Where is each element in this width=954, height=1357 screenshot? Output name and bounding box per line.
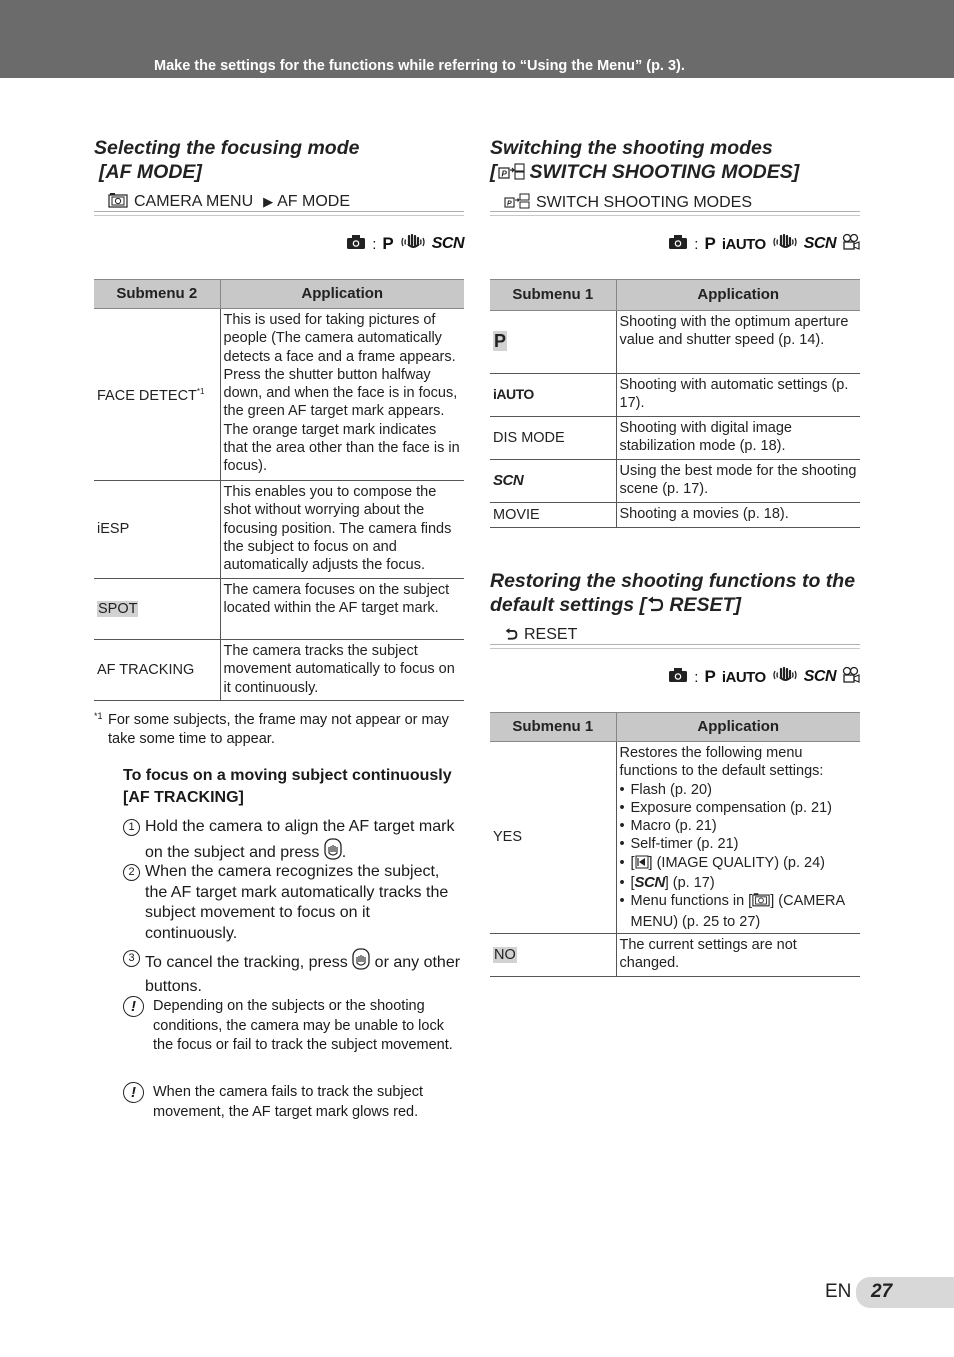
af-mode-title: Selecting the focusing mode [AF MODE] <box>94 137 360 183</box>
table-row: P Shooting with the optimum aperture value and shutter speed (p. 14). <box>490 311 860 374</box>
language-label: EN <box>825 1281 852 1302</box>
switch-modes-table <box>490 279 860 528</box>
col-header-application: Application <box>616 713 860 742</box>
switch-modes-icon <box>497 162 525 186</box>
submenu-yes: YES <box>490 742 616 934</box>
step-1: 1 Hold the camera to align the AF target mark on the subject and press . <box>123 817 463 866</box>
dis-mode-icon <box>400 233 426 255</box>
table-row: FACE DETECT$^{*1}$ This is used for taking pictures of people (The camera automatically detects a face and a frame appears. Press the shutter button halfway down, and when the face is in focus, the green AF target mark appears. The orange target mark indicates that the area other than the face is in focus). <box>94 309 464 481</box>
reset-available-modes: : P iAUTO SCN <box>668 666 860 688</box>
table-row: DIS MODE Shooting with digital image stabilization mode (p. 18). <box>490 417 860 460</box>
submenu-movie: MOVIE <box>490 503 616 528</box>
reset-title: Restoring the shooting functions to the default settings [ RESET] <box>490 569 860 619</box>
table-row: NO The current settings are not changed. <box>490 933 860 976</box>
submenu-face-detect: FACE DETECT$^{*1}$ <box>94 309 220 481</box>
ok-button-icon <box>352 948 370 977</box>
movie-icon <box>842 666 860 688</box>
switch-modes-available-modes: : P iAUTO SCN <box>668 233 860 255</box>
caution-note-2: ! When the camera fails to track the subject movement, the AF target mark glows red. <box>123 1083 463 1122</box>
col-header-submenu: Submenu 2 <box>94 280 220 309</box>
page-number: 27 <box>871 1281 893 1302</box>
submenu-iesp: iESP <box>94 481 220 579</box>
list-item: • [ ] (IMAGE QUALITY) (p. 24) <box>620 854 858 874</box>
dis-mode-icon <box>772 666 798 688</box>
table-row: iESP This enables you to compose the shot without worrying about the focusing position. The camera finds the subject to focus on and automatically adjusts the focus. <box>94 481 464 579</box>
movie-icon <box>842 233 860 255</box>
af-mode-menu-path: CAMERA MENU ▶ AF MODE <box>94 193 464 212</box>
af-mode-table <box>94 279 464 701</box>
list-item: • [SCN] (p. 17) <box>620 874 858 892</box>
list-item: • Macro (p. 21) <box>620 817 858 835</box>
caution-icon: ! <box>123 1082 144 1103</box>
camera-icon <box>346 234 366 254</box>
af-tracking-heading: To focus on a moving subject continuously [AF TRACKING] <box>123 767 452 806</box>
switch-modes-menu-path: P SWITCH SHOOTING MODES <box>490 193 860 212</box>
step-2: 2 When the camera recognizes the subject, the AF target mark automatically tracks the subject movement to focus on it continuously. <box>123 862 463 944</box>
submenu-af-tracking: AF TRACKING <box>94 640 220 701</box>
submenu-scn: SCN <box>490 460 616 503</box>
reset-icon <box>504 627 518 646</box>
switch-modes-icon <box>504 193 530 214</box>
col-header-application: Application <box>616 280 860 311</box>
svg-text:P: P <box>507 200 512 208</box>
table-row: SPOT The camera focuses on the subject located within the AF target mark. <box>94 579 464 640</box>
camera-icon <box>668 667 688 687</box>
submenu-no: NO <box>490 933 616 976</box>
table-row: SCN Using the best mode for the shooting scene (p. 17). <box>490 460 860 503</box>
caution-icon: ! <box>123 996 144 1017</box>
image-quality-icon <box>635 855 649 874</box>
camera-icon <box>668 234 688 254</box>
svg-text:P: P <box>501 169 507 179</box>
table-row: MOVIE Shooting a movies (p. 18). <box>490 503 860 528</box>
submenu-iauto: iAUTO <box>490 374 616 417</box>
camera-menu-icon <box>752 893 770 912</box>
table-row: YES Restores the following menu functions to the default settings: • Flash (p. 20) • Exposure compensation (p. 21) • Macro (p. 21) • Self-timer (p. 21) • [ ] (IMAGE QUALITY) (p. 24) • [SCN] (p. 17) • Menu functions in [ ] (CAMERA MENU) (p. 25 to 27) <box>490 742 860 934</box>
list-item: • Self-timer (p. 21) <box>620 835 858 853</box>
arrow-right-icon: ▶ <box>263 194 274 209</box>
list-item: • Flash (p. 20) <box>620 781 858 799</box>
reset-icon <box>646 595 664 619</box>
col-header-submenu: Submenu 1 <box>490 280 616 311</box>
reset-table <box>490 712 860 977</box>
header-instruction: Make the settings for the functions while referring to “Using the Menu” (p. 3). <box>154 58 685 74</box>
caution-note-1: ! Depending on the subjects or the shooting conditions, the camera may be unable to lock the focus or fail to track the subject movement. <box>123 997 463 1056</box>
step-3: 3 To cancel the tracking, press or any other buttons. <box>123 948 463 997</box>
col-header-submenu: Submenu 1 <box>490 713 616 742</box>
list-item: • Menu functions in [ ] (CAMERA MENU) (p. 25 to 27) <box>620 892 858 931</box>
submenu-spot: SPOT <box>94 579 220 640</box>
table-row: iAUTO Shooting with automatic settings (p. 17). <box>490 374 860 417</box>
submenu-dis-mode: DIS MODE <box>490 417 616 460</box>
table-row: AF TRACKING The camera tracks the subject movement automatically to focus on it continuously. <box>94 640 464 701</box>
reset-items-list <box>620 781 858 931</box>
col-header-application: Application <box>220 280 464 309</box>
switch-modes-title: Switching the shooting modes [ P SWITCH SHOOTING MODES] <box>490 136 860 186</box>
list-item: • Exposure compensation (p. 21) <box>620 799 858 817</box>
submenu-program: P <box>490 311 616 374</box>
reset-menu-path: RESET <box>490 626 860 645</box>
footnote: *1 For some subjects, the frame may not appear or may take some time to appear. <box>94 711 449 747</box>
dis-mode-icon <box>772 233 798 255</box>
af-mode-available-modes: : P SCN <box>346 233 464 255</box>
camera-menu-icon <box>108 193 128 213</box>
